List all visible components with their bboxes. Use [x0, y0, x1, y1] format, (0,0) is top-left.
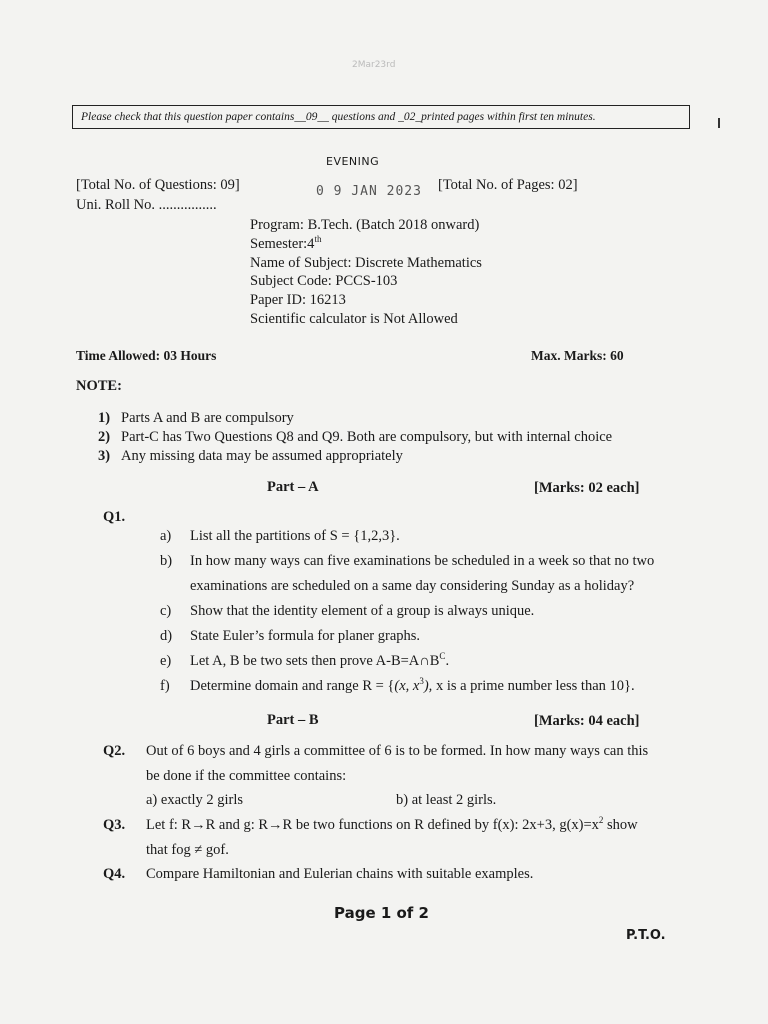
- q2-line-2: be done if the committee contains:: [146, 768, 347, 784]
- faint-bleedthrough-text: 2Mar23rd: [352, 60, 396, 70]
- q1-f-text-post: x is a prime number less than 10}.: [432, 678, 635, 694]
- note-item-3-num: 3): [98, 448, 111, 464]
- note-item-3-text: Any missing data may be assumed appropriately: [121, 448, 403, 464]
- subject-name: Discrete Mathematics: [355, 255, 482, 271]
- q2-option-b: b) at least 2 girls.: [396, 792, 497, 808]
- margin-mark: [718, 118, 720, 128]
- pto-label: P.T.O.: [626, 928, 666, 943]
- q1-a-label: a): [160, 528, 172, 544]
- note-heading: NOTE:: [76, 378, 122, 394]
- total-pages: [Total No. of Pages: 02]: [438, 177, 578, 193]
- instruction-notice-box: [72, 105, 690, 129]
- time-allowed: Time Allowed: 03 Hours: [76, 348, 217, 363]
- q1-e-label: e): [160, 653, 172, 669]
- max-marks: Max. Marks: 60: [531, 348, 624, 363]
- semester-line: [250, 236, 321, 253]
- q1-b-text: In how many ways can five examinations be scheduled in a week so that no two: [190, 553, 655, 569]
- q1-b-text-continued: examinations are scheduled on a same day considering Sunday as a holiday?: [190, 578, 635, 594]
- q1-f-label: f): [160, 678, 170, 694]
- q1-f-text-italic: (x, x: [394, 678, 420, 694]
- q3-line-2: that fog ≠ gof.: [146, 842, 229, 858]
- part-a-title: Part – A: [267, 479, 319, 495]
- calculator-line: Scientific calculator is Not Allowed: [250, 311, 458, 327]
- date-stamp: 0 9 JAN 2023: [316, 184, 422, 199]
- q1-e-superscript: C: [439, 651, 446, 662]
- q1-f-text-italic-2: ),: [423, 678, 433, 694]
- subject-name-line: [250, 255, 482, 272]
- part-b-marks: [Marks: 04 each]: [534, 713, 640, 729]
- subject-prefix: Name of Subject:: [250, 255, 356, 271]
- note-item-2-text: Part-C has Two Questions Q8 and Q9. Both are compulsory, but with internal choice: [121, 429, 613, 445]
- page-number: Page 1 of 2: [334, 904, 429, 922]
- note-item-1-text: Parts A and B are compulsory: [121, 410, 294, 426]
- paper-id-line: Paper ID: 16213: [250, 292, 346, 308]
- q3-line-1: [146, 817, 638, 834]
- q1-d-label: d): [160, 628, 173, 644]
- q3-label: Q3.: [103, 817, 126, 833]
- q1-c-text: Show that the identity element of a group is always unique.: [190, 603, 535, 619]
- q1-f-superscript: 3: [419, 676, 424, 687]
- q1-d-text: State Euler’s formula for planer graphs.: [190, 628, 421, 644]
- instruction-notice-text: Please check that this question paper contains__09__ questions and _02_printed pages within first ten minutes.: [81, 111, 596, 123]
- q1-f-line: [190, 678, 635, 695]
- q1-f-text-pre: Determine domain and range R = {: [190, 678, 395, 694]
- q1-label: Q1.: [103, 509, 126, 525]
- note-item-2-num: 2): [98, 429, 111, 445]
- part-b-title: Part – B: [267, 712, 319, 728]
- program-line: Program: B.Tech. (Batch 2018 onward): [250, 217, 480, 233]
- q1-e-text: Let A, B be two sets then prove A-B=A∩B: [190, 653, 440, 669]
- q3-superscript: 2: [598, 815, 604, 826]
- total-questions: [Total No. of Questions: 09]: [76, 177, 240, 193]
- subject-code-line: Subject Code: PCCS-103: [250, 273, 398, 289]
- session-stamp: EVENING: [326, 155, 380, 168]
- semester-text: Semester:4: [250, 236, 315, 252]
- q1-e-line: [190, 653, 449, 670]
- part-a-marks: [Marks: 02 each]: [534, 480, 640, 496]
- q1-b-label: b): [160, 553, 173, 569]
- note-item-1-num: 1): [98, 410, 111, 426]
- q1-e-suffix: .: [445, 653, 450, 669]
- q2-label: Q2.: [103, 743, 126, 759]
- q1-c-label: c): [160, 603, 172, 619]
- q3-text-pre: Let f: R→R and g: R→R be two functions on R defined by f(x): 2x+3, g(x)=x: [146, 817, 599, 833]
- roll-number: Uni. Roll No. ................: [76, 197, 217, 213]
- q2-option-a: a) exactly 2 girls: [146, 792, 244, 808]
- semester-suffix: th: [314, 234, 322, 245]
- q2-line-1: Out of 6 boys and 4 girls a committee of 6 is to be formed. In how many ways can this: [146, 743, 649, 759]
- q4-label: Q4.: [103, 866, 126, 882]
- q3-text-post: show: [603, 817, 638, 833]
- q1-a-text: List all the partitions of S = {1,2,3}.: [190, 528, 400, 544]
- q4-text: Compare Hamiltonian and Eulerian chains with suitable examples.: [146, 866, 534, 882]
